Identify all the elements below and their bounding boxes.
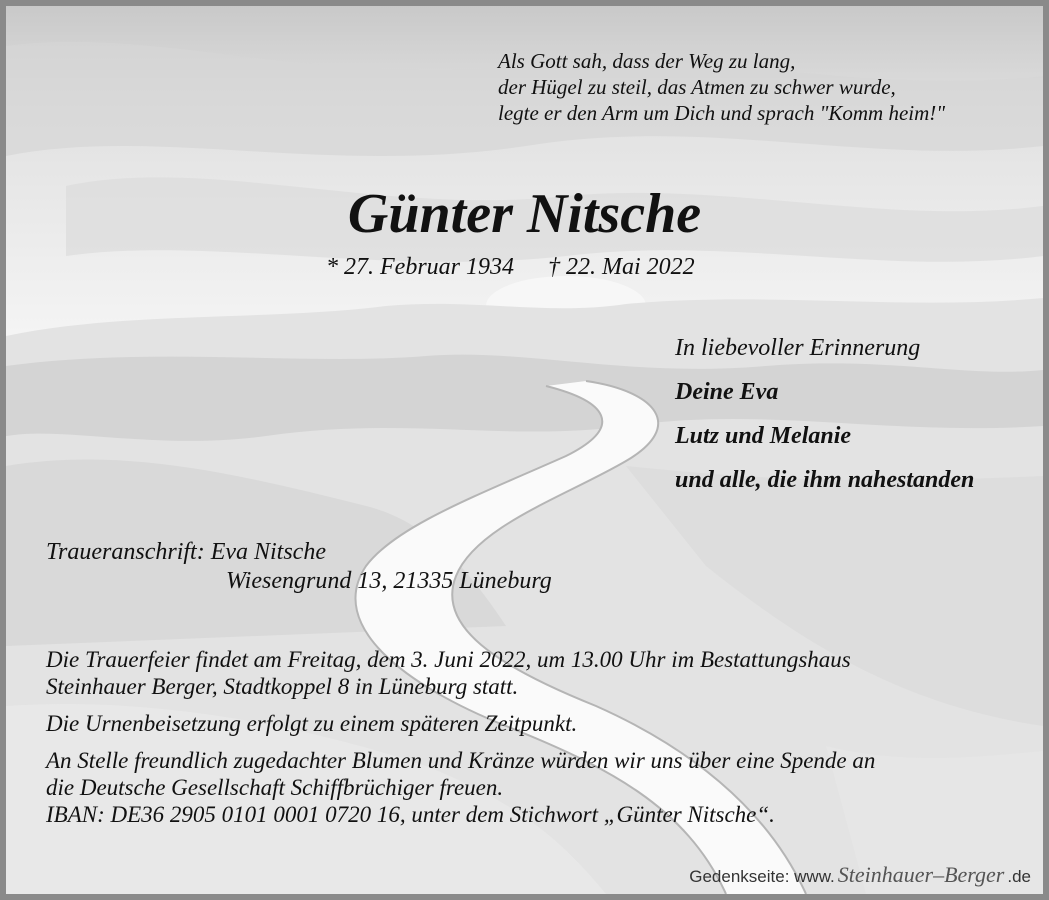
address-street-city: Wiesengrund 13, 21335 Lüneburg (226, 568, 552, 594)
mourners-block (675, 332, 974, 508)
footer-suffix: .de (1007, 867, 1031, 886)
death-date: † 22. Mai 2022 (548, 254, 695, 280)
quote (498, 48, 945, 126)
donation-notice (46, 747, 875, 828)
funeral-line: Die Trauerfeier findet am Freitag, dem 3. Juni 2022, um 13.00 Uhr im Bestattungshaus (46, 647, 851, 672)
funeral-notice (46, 646, 875, 700)
mourning-address (46, 538, 552, 596)
quote-line: Als Gott sah, dass der Weg zu lang, (498, 49, 796, 73)
quote-line: der Hügel zu steil, das Atmen zu schwer wurde, (498, 75, 896, 99)
notices (46, 646, 875, 838)
footer-prefix: Gedenkseite: www. (689, 867, 835, 886)
funeral-line: Steinhauer Berger, Stadtkoppel 8 in Lüneburg statt. (46, 674, 519, 699)
donation-line: An Stelle freundlich zugedachter Blumen und Kränze würden wir uns über eine Spende an (46, 748, 876, 773)
funeral-home-logo: Steinhauer–Berger (837, 862, 1005, 887)
address-label: Traueranschrift: (46, 539, 205, 565)
donation-line: die Deutsche Gesellschaft Schiffbrüchiger freuen. (46, 775, 504, 800)
mourner-name: Lutz und Melanie (675, 423, 852, 449)
urn-notice: Die Urnenbeisetzung erfolgt zu einem späteren Zeitpunkt. (46, 711, 578, 736)
birth-date: * 27. Februar 1934 (326, 254, 514, 280)
life-dates (326, 254, 695, 281)
donation-line: IBAN: DE36 2905 0101 0001 0720 16, unter dem Stichwort „Günter Nitsche“. (46, 802, 775, 827)
address-name: Eva Nitsche (210, 539, 326, 565)
mourners-intro: In liebevoller Erinnerung (675, 335, 921, 361)
deceased-name: Günter Nitsche (347, 183, 702, 245)
mourner-name: Deine Eva (675, 379, 779, 405)
quote-line: legte er den Arm um Dich und sprach "Komm heim!" (498, 101, 946, 125)
memorial-page-link[interactable] (689, 862, 1031, 888)
mourner-name: und alle, die ihm nahestanden (675, 467, 975, 493)
